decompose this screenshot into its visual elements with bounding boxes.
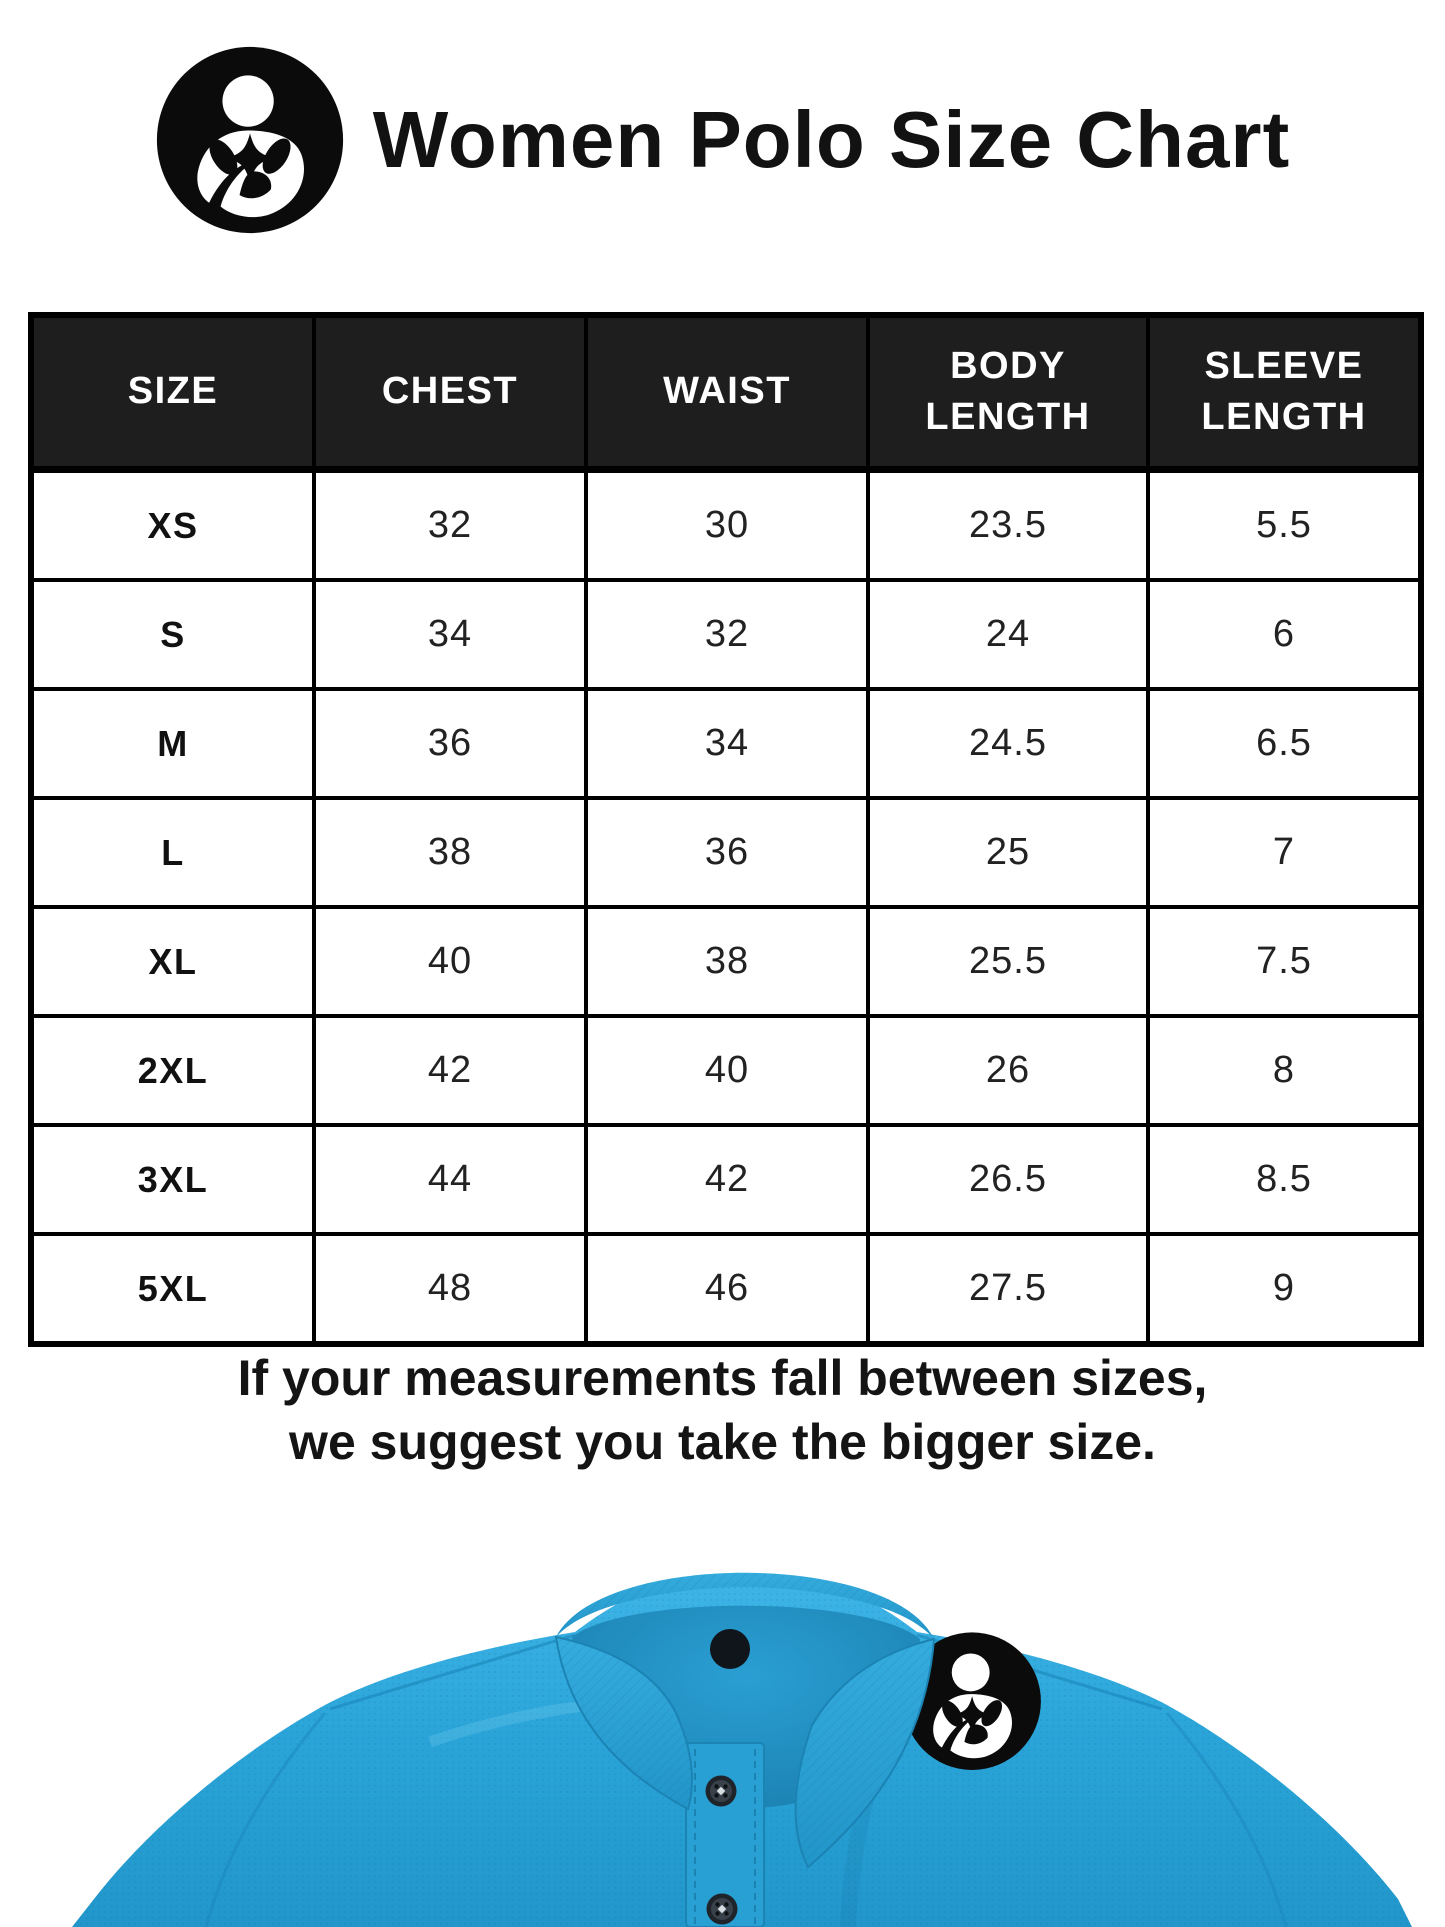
- measurement-cell: 24.5: [868, 689, 1148, 798]
- polo-shirt-photo: [0, 1537, 1445, 1927]
- size-cell: 2XL: [31, 1016, 314, 1125]
- measurement-cell: 40: [586, 1016, 868, 1125]
- size-row-5xl: [31, 1234, 1421, 1344]
- shirt-button-bottom: [707, 1894, 738, 1925]
- measurement-cell: 9: [1148, 1234, 1421, 1344]
- size-cell: S: [31, 580, 314, 689]
- brand-logo-icon: [155, 45, 345, 235]
- measurement-cell: 38: [314, 798, 586, 907]
- measurement-cell: 40: [314, 907, 586, 1016]
- measurement-cell: 26: [868, 1016, 1148, 1125]
- measurement-cell: 27.5: [868, 1234, 1148, 1344]
- table-header: [31, 315, 1421, 470]
- column-header-sleeve-length: SLEEVE LENGTH: [1148, 315, 1421, 470]
- measurement-cell: 7: [1148, 798, 1421, 907]
- measurement-cell: 7.5: [1148, 907, 1421, 1016]
- measurement-cell: 36: [314, 689, 586, 798]
- size-row-xl: [31, 907, 1421, 1016]
- measurement-cell: 42: [314, 1016, 586, 1125]
- size-cell: XS: [31, 470, 314, 581]
- table-body: [31, 470, 1421, 1345]
- measurement-cell: 8.5: [1148, 1125, 1421, 1234]
- size-cell: 5XL: [31, 1234, 314, 1344]
- header-row: [31, 315, 1421, 470]
- shirt-button-top: [706, 1776, 737, 1807]
- size-row-2xl: [31, 1016, 1421, 1125]
- measurement-cell: 32: [586, 580, 868, 689]
- measurement-cell: 8: [1148, 1016, 1421, 1125]
- sizing-note-line-2: we suggest you take the bigger size.: [289, 1414, 1156, 1470]
- page-header: [0, 42, 1445, 238]
- size-row-3xl: [31, 1125, 1421, 1234]
- size-chart-table-container: [28, 312, 1418, 1347]
- size-cell: 3XL: [31, 1125, 314, 1234]
- measurement-cell: 34: [314, 580, 586, 689]
- size-chart-table: [28, 312, 1424, 1347]
- measurement-cell: 23.5: [868, 470, 1148, 581]
- measurement-cell: 26.5: [868, 1125, 1148, 1234]
- column-header-waist: WAIST: [586, 315, 868, 470]
- measurement-cell: 42: [586, 1125, 868, 1234]
- measurement-cell: 34: [586, 689, 868, 798]
- size-row-m: [31, 689, 1421, 798]
- page-title: Women Polo Size Chart: [372, 95, 1291, 184]
- size-cell: XL: [31, 907, 314, 1016]
- shirt-placket: [686, 1743, 764, 1927]
- measurement-cell: 44: [314, 1125, 586, 1234]
- column-header-body-length: BODY LENGTH: [868, 315, 1148, 470]
- sizing-note-line-1: If your measurements fall between sizes,: [237, 1350, 1208, 1406]
- size-cell: M: [31, 689, 314, 798]
- measurement-cell: 5.5: [1148, 470, 1421, 581]
- measurement-cell: 48: [314, 1234, 586, 1344]
- polo-shirt-illustration: [0, 1537, 1445, 1927]
- measurement-cell: 25: [868, 798, 1148, 907]
- measurement-cell: 24: [868, 580, 1148, 689]
- measurement-cell: 36: [586, 798, 868, 907]
- measurement-cell: 6: [1148, 580, 1421, 689]
- size-row-xs: [31, 470, 1421, 581]
- column-header-chest: CHEST: [314, 315, 586, 470]
- measurement-cell: 38: [586, 907, 868, 1016]
- measurement-cell: 32: [314, 470, 586, 581]
- measurement-cell: 6.5: [1148, 689, 1421, 798]
- measurement-cell: 30: [586, 470, 868, 581]
- measurement-cell: 46: [586, 1234, 868, 1344]
- size-cell: L: [31, 798, 314, 907]
- size-row-l: [31, 798, 1421, 907]
- sizing-note: [0, 1346, 1445, 1474]
- size-row-s: [31, 580, 1421, 689]
- measurement-cell: 25.5: [868, 907, 1148, 1016]
- column-header-size: SIZE: [31, 315, 314, 470]
